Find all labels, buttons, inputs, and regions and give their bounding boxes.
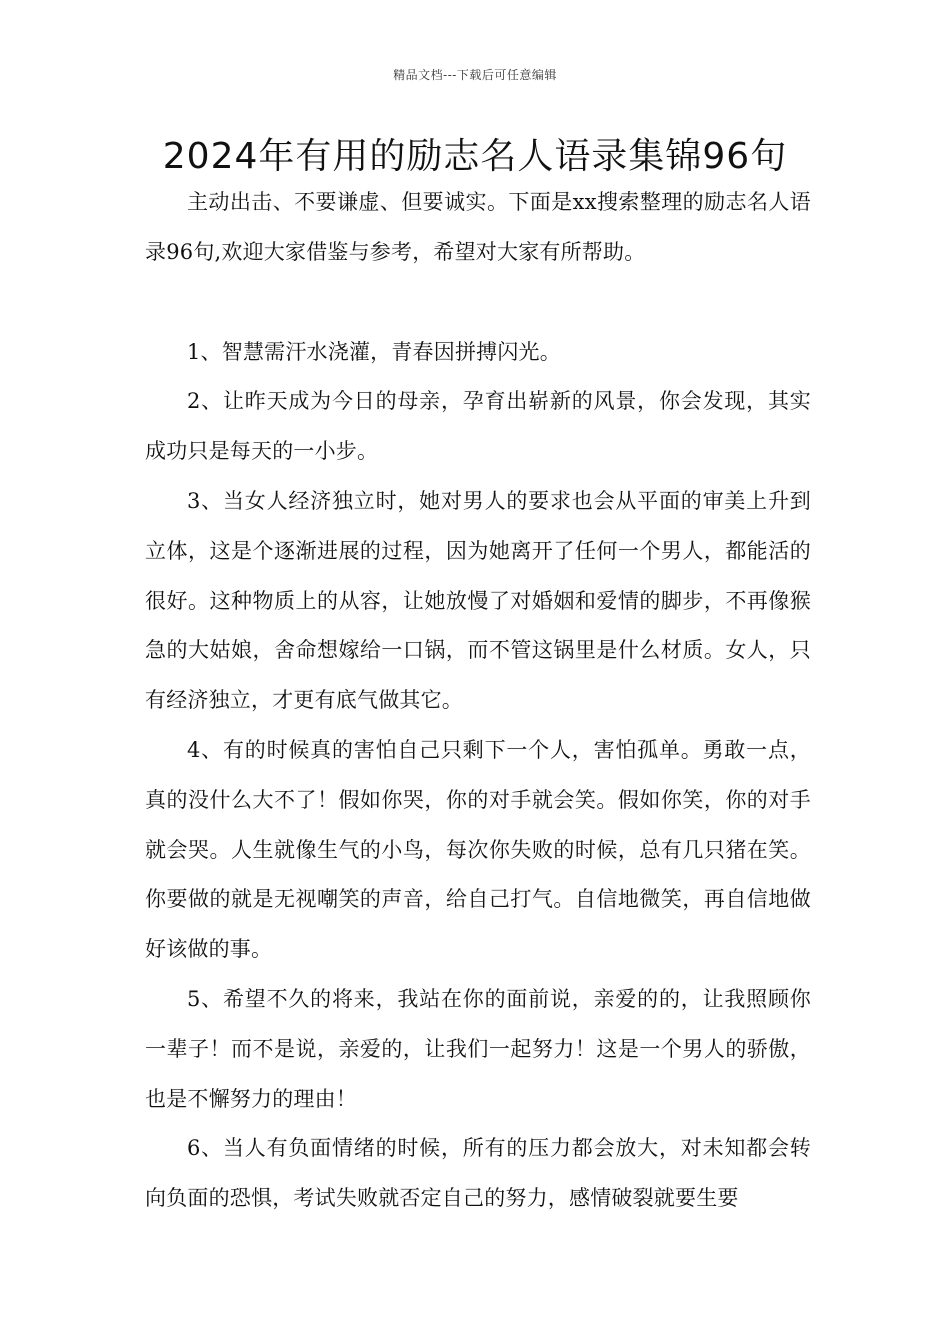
quote-item-4: 4、有的时候真的害怕自己只剩下一个人，害怕孤单。勇敢一点，真的没什么大不了！假如你哭，你的对手就会笑。假如你笑，你的对手就会哭。人生就像生气的小鸟，每次你失败的时候，总有几只猪在笑。你要做的就是无视嘲笑的声音，给自己打气。自信地微笑，再自信地做好该做的事。 bbox=[145, 737, 811, 962]
document-body bbox=[145, 178, 811, 1224]
quote-item-5: 5、希望不久的将来，我站在你的面前说，亲爱的的，让我照顾你一辈子！而不是说，亲爱的，让我们一起努力！这是一个男人的骄傲，也是不懈努力的理由！ bbox=[145, 986, 811, 1111]
quote-item-6: 6、当人有负面情绪的时候，所有的压力都会放大，对未知都会转向负面的恐惧，考试失败就否定自己的努力，感情破裂就要生要 bbox=[145, 1136, 811, 1211]
intro-paragraph: 主动出击、不要谦虚、但要诚实。下面是xx搜索整理的励志名人语录96句,欢迎大家借鉴与参考，希望对大家有所帮助。 bbox=[145, 190, 811, 264]
quote-item-3: 3、当女人经济独立时，她对男人的要求也会从平面的审美上升到立体，这是个逐渐进展的过程，因为她离开了任何一个男人，都能活的很好。这种物质上的从容，让她放慢了对婚姻和爱情的脚步，不再像猴急的大姑娘，舍命想嫁给一口锅，而不管这锅里是什么材质。女人，只有经济独立，才更有底气做其它。 bbox=[145, 488, 811, 713]
quote-item-1: 1、智慧需汗水浇灌，青春因拼搏闪光。 bbox=[187, 339, 561, 364]
document-title: 2024年有用的励志名人语录集锦96句 bbox=[162, 136, 788, 177]
header-note: 精品文档---下载后可任意编辑 bbox=[393, 68, 557, 82]
quote-item-2: 2、让昨天成为今日的母亲，孕育出崭新的风景，你会发现，其实成功只是每天的一小步。 bbox=[145, 389, 811, 464]
